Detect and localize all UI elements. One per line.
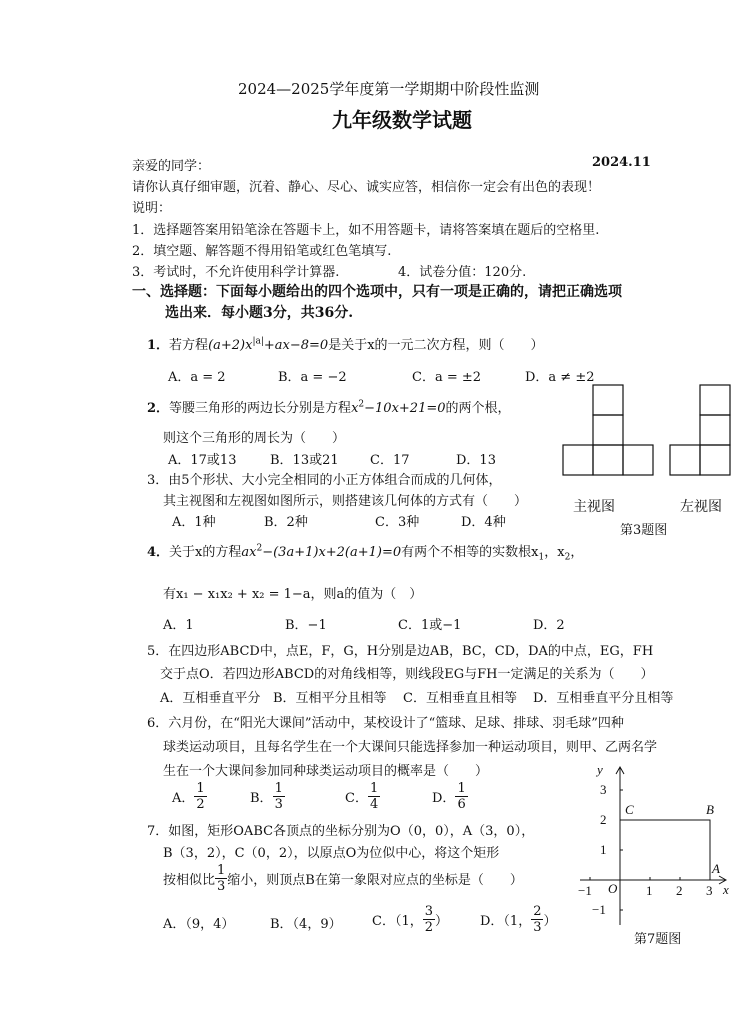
q3-figure-caption: 第3题图: [620, 523, 668, 538]
q1-option-a: A．a = 2: [168, 370, 226, 385]
exam-title: 九年级数学试题: [332, 108, 472, 132]
x-tick-label: 1: [646, 883, 653, 898]
y-tick-label: 1: [600, 842, 607, 857]
notes-label: 说明：: [132, 201, 172, 216]
note-4: 4．试卷分值：120分.: [398, 265, 527, 280]
q6-option-d: D． $\frac{1}{6}$: [432, 781, 466, 812]
question-5-line2: 交于点O．若四边形ABCD的对角线相等，则线段EG与FH一定满足的关系为（ ）: [160, 667, 654, 682]
rectangle-oabc: [620, 820, 710, 880]
q7-option-b: B．（4，9）: [270, 917, 342, 932]
question-3: 3．由5个形状、大小完全相同的小正方体组合而成的几何体，: [147, 473, 502, 488]
q7-coordinate-figure: [575, 760, 737, 930]
y-tick-label: 2: [600, 812, 607, 827]
q3-option-b: B．2种: [264, 515, 308, 530]
q4-option-c: C．1或−1: [398, 618, 462, 633]
exam-header: 2024—2025学年度第一学期期中阶段性监测: [238, 80, 540, 98]
q7-option-c: C．（1， $\frac{3}{2}$ ）: [372, 904, 449, 935]
q6-option-c: C． $\frac{1}{4}$: [345, 781, 379, 812]
x-tick-label: −1: [578, 883, 592, 898]
left-view-cell: [670, 445, 700, 475]
left-view-cell: [700, 385, 730, 415]
x-tick-label: 3: [706, 883, 713, 898]
question-5: 5．在四边形ABCD中，点E，F，G，H分别是边AB，BC，CD，DA的中点，EG，FH: [147, 644, 654, 659]
q7-option-d: D．（1， $\frac{2}{3}$ ）: [480, 904, 557, 935]
left-view-cell: [700, 445, 730, 475]
question-6-line3: 生在一个大课间参加同种球类运动项目的概率是（ ）: [163, 764, 489, 779]
left-view-label: 左视图: [680, 499, 722, 515]
q2-option-d: D．13: [456, 453, 496, 468]
q1-option-b: B．a = −2: [278, 370, 347, 385]
note-3: 3．考试时，不允许使用科学计算器.: [132, 265, 340, 280]
section-1-heading: 一、选择题：下面每小题给出的四个选项中，只有一项是正确的，请把正确选项: [132, 284, 622, 300]
front-view-cell: [563, 445, 593, 475]
point-a-label: A: [712, 861, 720, 876]
note-1: 1．选择题答案用铅笔涂在答题卡上，如不用答题卡，请将答案填在题后的空格里.: [132, 223, 600, 238]
question-4: 4．关于x的方程$ax^2-(3a+1)x+2(a+1)=0$有两个不相等的实数根$x_1$，$x_2$，: [147, 543, 584, 563]
q5-option-c: C．互相垂直且相等: [403, 691, 517, 706]
q6-option-b: B． $\frac{1}{3}$: [250, 781, 283, 812]
q7-figure-caption: 第7题图: [634, 932, 682, 947]
question-2-line2: 则这个三角形的周长为（ ）: [163, 431, 346, 446]
q3-option-c: C．3种: [375, 515, 420, 530]
q5-option-b: B．互相平分且相等: [273, 691, 387, 706]
section-1-subheading: 选出来．每小题3分，共36分.: [165, 305, 354, 321]
q5-option-d: D．互相垂直平分且相等: [533, 691, 674, 706]
question-6: 6．六月份，在“阳光大课间”活动中，某校设计了“篮球、足球、排球、羽毛球”四种: [147, 716, 624, 731]
y-axis-label: y: [597, 762, 603, 777]
question-7-line2: B（3，2），C（0，2），以原点O为位似中心，将这个矩形: [163, 846, 500, 861]
point-c-label: C: [625, 802, 634, 817]
q4-option-a: A．1: [163, 618, 194, 633]
q2-option-a: A．17或13: [168, 453, 237, 468]
point-b-label: B: [706, 802, 714, 817]
q3-option-a: A．1种: [172, 515, 216, 530]
q1-option-c: C．a = ±2: [412, 370, 482, 385]
encourage-text: 请你认真仔细审题，沉着、静心、尽心、诚实应答，相信你一定会有出色的表现！: [132, 180, 601, 195]
front-view-cell: [623, 445, 653, 475]
q4-option-b: B．−1: [285, 618, 327, 633]
note-2: 2．填空题、解答题不得用铅笔或红色笔填写.: [132, 244, 392, 259]
question-4-line2: 有x₁ − x₁x₂ + x₂ = 1−a，则a的值为（ ）: [163, 587, 423, 602]
question-3-line2: 其主视图和左视图如图所示，则搭建该几何体的方式有（ ）: [163, 494, 528, 509]
q2-option-b: B．13或21: [270, 453, 339, 468]
q1-option-d: D．a ≠ ±2: [525, 370, 595, 385]
front-view-label: 主视图: [573, 499, 615, 515]
q5-option-a: A．互相垂直平分: [160, 691, 261, 706]
question-1: 1．若方程$(a+2)x^{|a|}+ax-8=0$是关于x的一元二次方程，则（ ）: [147, 336, 544, 353]
x-tick-label: 2: [676, 883, 683, 898]
question-7: 7．如图，矩形OABC各顶点的坐标分别为O（0，0），A（3，0），: [147, 824, 535, 839]
front-view-cell: [593, 415, 623, 445]
q6-option-a: A． $\frac{1}{2}$: [172, 781, 205, 812]
q4-option-d: D．2: [533, 618, 565, 633]
y-tick-label: −1: [592, 902, 606, 917]
q2-option-c: C．17: [370, 453, 410, 468]
q3-option-d: D．4种: [461, 515, 506, 530]
greeting: 亲爱的同学：: [132, 159, 211, 174]
question-7-line3: 按相似比 $\frac{1}{3}$ 缩小，则顶点B在第一象限对应点的坐标是（ ）: [163, 863, 523, 894]
x-axis-label: x: [723, 882, 729, 897]
origin-label: O: [608, 881, 618, 896]
left-view-cell: [700, 415, 730, 445]
question-2: 2．等腰三角形的两边长分别是方程$x^2-10x+21=0$的两个根，: [147, 399, 511, 416]
front-view-cell: [593, 445, 623, 475]
exam-date: 2024.11: [592, 155, 651, 170]
q7-option-a: A．（9，4）: [163, 917, 235, 932]
y-tick-label: 3: [600, 782, 607, 797]
front-view-cell: [593, 385, 623, 415]
q3-views-figure: [560, 382, 737, 482]
question-6-line2: 球类运动项目，且每名学生在一个大课间只能选择参加一种运动项目，则甲、乙两名学: [163, 740, 658, 755]
